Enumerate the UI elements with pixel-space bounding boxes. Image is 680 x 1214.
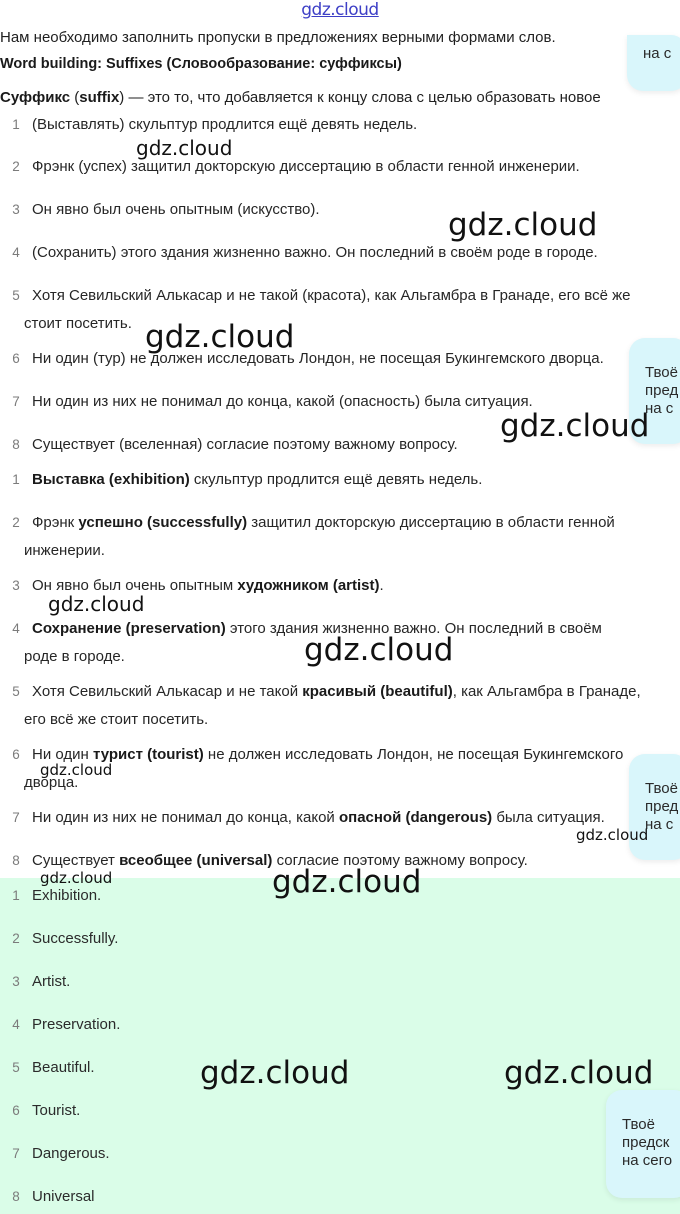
answer-text: Universal xyxy=(32,1188,95,1205)
item-number: 6 xyxy=(12,1103,20,1118)
item-text: Он явно был очень опытным (искусство). xyxy=(32,201,320,218)
suffix-definition: Суффикс (suffix) — это то, что добавляется к концу слова с целью образовать новое xyxy=(0,89,601,106)
item-number: 2 xyxy=(12,515,20,530)
filled-sentence xyxy=(32,683,641,700)
item-number: 7 xyxy=(12,1146,20,1161)
answer-word: художником (artist) xyxy=(237,577,380,594)
filled-item xyxy=(0,509,680,565)
answer-item xyxy=(0,1142,110,1166)
sentence-start: Он явно был очень опытным xyxy=(32,577,238,594)
item-number: 3 xyxy=(12,202,20,217)
item-number: 2 xyxy=(12,159,20,174)
answer-word: всеобщее (universal) xyxy=(119,852,273,869)
item-number: 8 xyxy=(12,853,20,868)
chat-bubble[interactable]: Твоё пред на с xyxy=(629,338,680,444)
answer-text: Artist. xyxy=(32,973,71,990)
filled-sentence xyxy=(32,746,623,763)
filled-sentence xyxy=(32,809,605,826)
sentence-end: не должен исследовать Лондон, не посещая Букингемского xyxy=(203,746,624,763)
item-number: 6 xyxy=(12,351,20,366)
task-item xyxy=(0,345,680,373)
item-number: 1 xyxy=(12,117,20,132)
item-number: 6 xyxy=(12,747,20,762)
item-number: 5 xyxy=(12,684,20,699)
item-number: 5 xyxy=(12,288,20,303)
item-number: 7 xyxy=(12,810,20,825)
chat-bubble[interactable]: на с xyxy=(627,35,680,91)
answer-word: опасной (dangerous) xyxy=(338,809,493,826)
section-heading: Word building: Suffixes (Словообразование: суффиксы) xyxy=(0,56,402,72)
answer-text: Exhibition. xyxy=(32,887,102,904)
sentence-end: . xyxy=(379,577,384,594)
watermark: gdz.cloud xyxy=(40,869,113,887)
suffix-definition-text: — это то, что добавляется к концу слова с целью образовать новое xyxy=(124,89,601,106)
item-number: 3 xyxy=(12,974,20,989)
answer-item xyxy=(0,1056,95,1080)
answer-text: Successfully. xyxy=(32,930,119,947)
filled-sentence xyxy=(32,514,615,531)
watermark: gdz.cloud xyxy=(200,1055,350,1091)
watermark: gdz.cloud xyxy=(136,136,233,160)
item-text-continued: его всё же стоит посетить. xyxy=(24,711,209,728)
chat-bubble[interactable]: Твоё пред на с xyxy=(629,754,680,860)
sentence-end: защитил докторскую диссертацию в области генной xyxy=(247,514,615,531)
item-number: 5 xyxy=(12,1060,20,1075)
item-number: 7 xyxy=(12,394,20,409)
task-item xyxy=(0,239,680,267)
watermark: gdz.cloud xyxy=(272,864,422,900)
answer-text: Beautiful. xyxy=(32,1059,95,1076)
task-item xyxy=(0,153,680,181)
intro-text: Нам необходимо заполнить пропуски в предложениях верными формами слов. xyxy=(0,29,556,46)
task-item xyxy=(0,282,680,338)
item-number: 2 xyxy=(12,931,20,946)
answer-item xyxy=(0,970,70,994)
sentence-start: Фрэнк xyxy=(32,514,79,531)
item-text-continued: стоит посетить. xyxy=(24,315,132,332)
answer-word: успешно (successfully) xyxy=(78,514,248,531)
item-text-continued: дворца. xyxy=(24,774,79,791)
sentence-end: этого здания жизненно важно. Он последний в своём xyxy=(225,620,602,637)
sentence-end: , как Альгамбра в Гранаде, xyxy=(452,683,641,700)
answer-text: Tourist. xyxy=(32,1102,81,1119)
item-text: (Выставлять) скульптур продлится ещё девять недель. xyxy=(32,116,418,133)
item-number: 1 xyxy=(12,472,20,487)
answer-text: Dangerous. xyxy=(32,1145,110,1162)
item-number: 8 xyxy=(12,1189,20,1204)
answer-item xyxy=(0,884,101,908)
item-text: Хотя Севильский Алькасар и не такой (красота), как Альгамбра в Гранаде, его всё же xyxy=(32,287,631,304)
site-watermark-top[interactable]: gdz.cloud xyxy=(301,0,379,20)
item-number: 4 xyxy=(12,245,20,260)
watermark: gdz.cloud xyxy=(504,1055,654,1091)
sentence-start: Хотя Севильский Алькасар и не такой xyxy=(32,683,303,700)
answer-item xyxy=(0,1099,80,1123)
item-number: 4 xyxy=(12,1017,20,1032)
answer-word: красивый (beautiful) xyxy=(302,683,453,700)
filled-item xyxy=(0,678,680,734)
sentence-end: скульптур продлится ещё девять недель. xyxy=(189,471,483,488)
watermark: gdz.cloud xyxy=(576,826,649,844)
item-text-continued: инженерии. xyxy=(24,542,105,559)
chat-bubble[interactable]: Твоё предск на сего xyxy=(606,1090,680,1198)
task-item xyxy=(0,111,680,139)
watermark: gdz.cloud xyxy=(500,408,650,444)
item-number: 8 xyxy=(12,437,20,452)
sentence-start: Ни один из них не понимал до конца, какой xyxy=(32,809,339,826)
sentence-start: Существует xyxy=(32,852,120,869)
watermark: gdz.cloud xyxy=(145,319,295,355)
watermark: gdz.cloud xyxy=(40,761,113,779)
answer-text: Preservation. xyxy=(32,1016,121,1033)
item-text-continued: роде в городе. xyxy=(24,648,125,665)
answer-item xyxy=(0,927,118,951)
sentence-end: была ситуация. xyxy=(492,809,605,826)
answer-word: Сохранение (preservation) xyxy=(32,620,226,637)
item-number: 4 xyxy=(12,621,20,636)
item-number: 3 xyxy=(12,578,20,593)
answer-item xyxy=(0,1185,95,1209)
answer-word: Выставка (exhibition) xyxy=(32,471,190,488)
item-text: Ни один (тур) не должен исследовать Лондон, не посещая Букингемского дворца. xyxy=(32,350,604,367)
item-text: (Сохранить) этого здания жизненно важно. Он последний в своём роде в городе. xyxy=(32,244,598,261)
sentence-start: Ни один xyxy=(32,746,93,763)
answer-word: турист (tourist) xyxy=(92,746,204,763)
watermark: gdz.cloud xyxy=(304,632,454,668)
suffix-term-en: suffix xyxy=(79,89,120,106)
answer-item xyxy=(0,1013,120,1037)
suffix-term: Суффикс xyxy=(0,89,71,106)
watermark: gdz.cloud xyxy=(48,592,145,616)
item-text: Ни один из них не понимал до конца, какой (опасность) была ситуация. xyxy=(32,393,533,410)
filled-item xyxy=(0,466,680,494)
item-text: Фрэнк (успех) защитил докторскую диссертацию в области генной инженерии. xyxy=(32,158,580,175)
filled-sentence xyxy=(32,471,482,488)
item-number: 1 xyxy=(12,888,20,903)
item-text: Существует (вселенная) согласие поэтому важному вопросу. xyxy=(32,436,458,453)
sentence-end: согласие поэтому важному вопросу. xyxy=(272,852,528,869)
watermark: gdz.cloud xyxy=(448,207,598,243)
